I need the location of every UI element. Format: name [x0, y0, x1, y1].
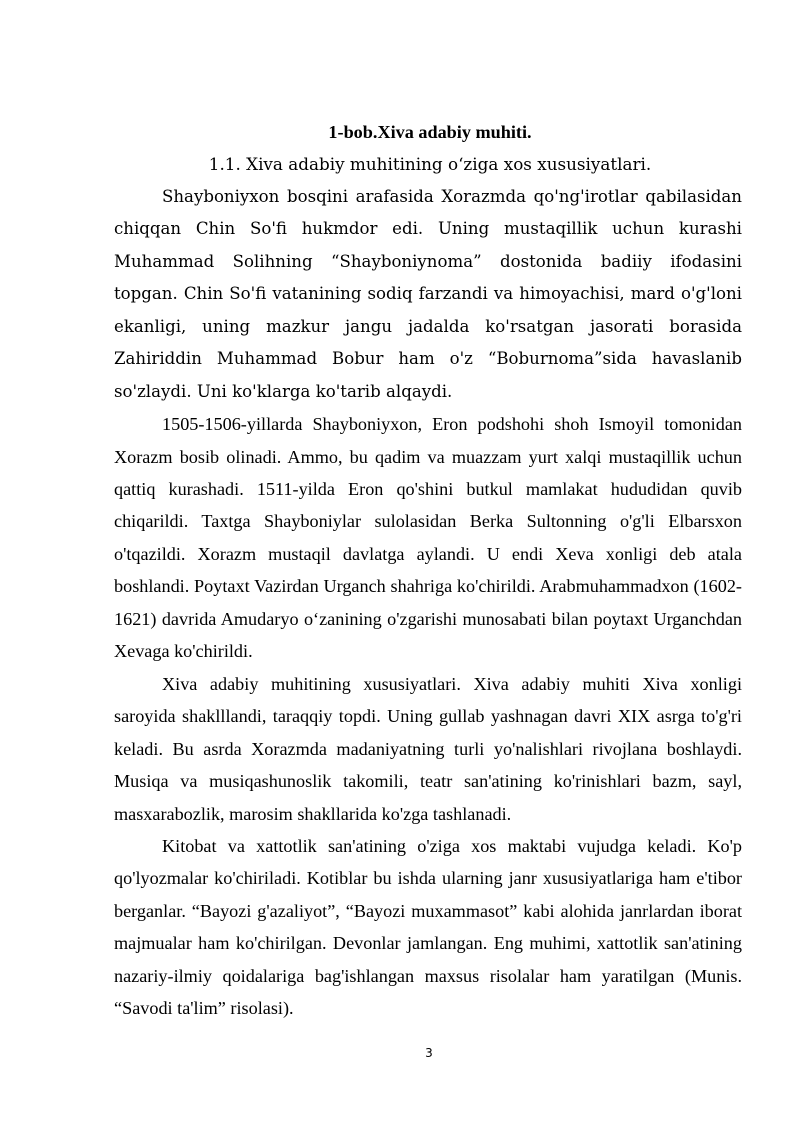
paragraph-4: Kitobat va xattotlik san'atining o'ziga xos maktabi vujudga keladi. Ko'p qo'lyozmalar ko'chiriladi. Kotiblar bu ishda ularning janr xususiyatlariga ham e'tibor berganlar. “Bayozi g'azaliyot”, “Bayozi muxammasot” kabi alohida janrlardan iborat majmualar ham ko'chirilgan. Devonlar jamlangan. Eng muhimi, xattotlik san'atining nazariy-ilmiy qoidalariga bag'ishlangan maxsus risolalar ham yaratilgan (Munis. “Savodi ta'lim” risolasi).: [114, 835, 742, 1019]
section-subtitle: 1.1. Xiva adabiy muhitining o‘ziga xos xususiyatlari.: [208, 154, 652, 175]
chapter-title: 1-bob.Xiva adabiy muhiti.: [328, 122, 532, 142]
paragraph-1: Shayboniyxon bosqini arafasida Xorazmda qo'ng'irotlar qabilasidan chiqqan Chin So'fi hukmdor edi. Uning mustaqillik uchun kurashi Muhammad Solihning “Shayboniynoma” dostonida badiiy ifodasini topgan. Chin So'fi vatanining sodiq farzandi va himoyachisi, mard o'g'loni ekanligi, uning mazkur jangu jadalda ko'rsatgan jasorati borasida Zahiriddin Muhammad Bobur ham o'z “Boburnoma”sida havaslanib so'zlaydi. Uni ko'klarga ko'tarib alqaydi.: [114, 186, 742, 401]
paragraph-3: Xiva adabiy muhitining xususiyatlari. Xiva adabiy muhiti Xiva xonligi saroyida shaklllandi, taraqqiy topdi. Uning gullab yashnagan davri XIX asrga to'g'ri keladi. Bu asrda Xorazmda madaniyatning turli yo'nalishlari rivojlana boshlaydi. Musiqa va musiqashunoslik takomili, teatr san'atining ko'rinishlari bazm, sayl, masxarabozlik, marosim shakllarida ko'zga tashlanadi.: [114, 673, 742, 824]
page-number: 3: [425, 1046, 433, 1060]
paragraph-2: 1505-1506-yillarda Shayboniyxon, Eron podshohi shoh Ismoyil tomonidan Xorazm bosib olinadi. Ammo, bu qadim va muazzam yurt xalqi mustaqillik uchun qattiq kurashadi. 1511-yilda Eron qo'shini butkul mamlakat hududidan quvib chiqarildi. Taxtga Shayboniylar sulolasidan Berka Sultonning o'g'li Elbarsxon o'tqazildi. Xorazm mustaqil davlatga aylandi. U endi Xeva xonligi deb atala boshlandi. Poytaxt Vazirdan Urganch shahriga ko'chirildi. Arabmuhammadxon (1602-1621) davrida Amudaryo o‘zanining o'zgarishi munosabati bilan poytaxt Urganchdan Xevaga ko'chirildi.: [114, 414, 742, 662]
page-content: [114, 116, 742, 1025]
